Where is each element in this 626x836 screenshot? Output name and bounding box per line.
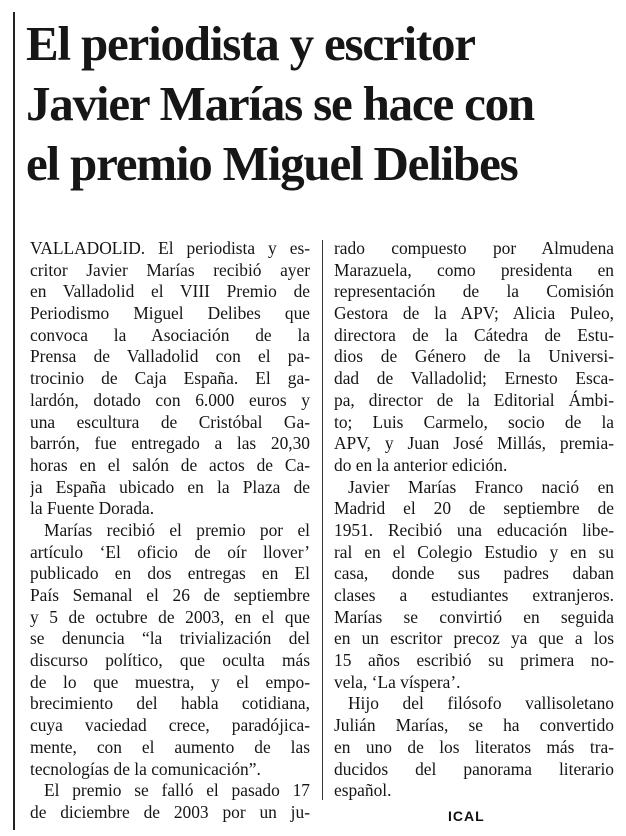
body-text-line: 1951. Recibió una educación libe- [334, 519, 614, 540]
body-text-line: directora de la Cátedra de Estu- [334, 324, 614, 345]
body-text-line: El premio se falló el pasado 17 [44, 780, 310, 801]
article-headline [26, 14, 616, 194]
body-text-line: ducidos del panorama literario [334, 758, 614, 779]
body-text-line: pa, director de la Editorial Ámbi- [334, 389, 614, 410]
body-text-line: dios de Género de la Universi- [334, 346, 614, 367]
body-text-line: de diciembre de 2003 por un ju- [30, 801, 310, 822]
body-text-line: Hijo del filósofo vallisoletano [348, 693, 614, 714]
body-text-line: trocinio de Caja España. El ga- [30, 368, 310, 389]
body-text-line: Madrid el 20 de septiembre de [334, 498, 614, 519]
body-text-line: brecimiento del habla cotidiana, [30, 693, 310, 714]
headline-line: el premio Miguel Delibes [26, 136, 518, 191]
body-text-line: vela, ‘La víspera’. [334, 671, 461, 692]
byline-agency: ICAL [448, 808, 485, 824]
body-text-line: en un escritor precoz ya que a los [334, 628, 614, 649]
body-text-line: barrón, fue entregado a las 20,30 [30, 433, 310, 454]
body-text-line: Gestora de la APV; Alicia Puleo, [334, 303, 614, 324]
body-text-line: Marazuela, como presidenta en [334, 259, 614, 280]
body-text-line: 15 años escribió su primera no- [334, 650, 614, 671]
body-text-line: Periodismo Miguel Delibes que [30, 303, 310, 324]
body-text-line: convoca la Asociación de la [30, 324, 310, 345]
body-text-line: la Fuente Dorada. [30, 498, 155, 519]
body-text-line: Javier Marías Franco nació en [348, 476, 614, 497]
body-text-line: en uno de los literatos más tra- [334, 736, 614, 757]
body-text-line: Marías recibió el premio por el [44, 519, 310, 540]
body-text-line: artículo ‘El oficio de oír llover’ [30, 541, 310, 562]
article-body-left-column [30, 238, 310, 824]
body-text-line: tecnologías de la comunicación”. [30, 758, 261, 779]
body-text-line: Julián Marías, se ha convertido [334, 715, 614, 736]
column-divider [322, 240, 323, 800]
body-text-line: de lo que muestra, y el empo- [30, 671, 310, 692]
headline-line: El periodista y escritor [26, 16, 475, 71]
body-text-line: do en la anterior edición. [334, 454, 508, 475]
body-text-line: y 5 de octubre de 2003, en el que [30, 606, 310, 627]
body-text-line: to; Luis Carmelo, socio de la [334, 411, 614, 432]
body-text-line: rado compuesto por Almudena [334, 238, 614, 258]
body-text-line: critor Javier Marías recibió ayer [30, 259, 310, 280]
body-text-line: discurso político, que oculta más [30, 650, 310, 671]
body-text-line: APV, y Juan José Millás, premia- [334, 433, 614, 454]
body-text-line: ral en el Colegio Estudio y en su [334, 541, 614, 562]
body-text-line: cuya vaciedad crece, paradójica- [30, 715, 310, 736]
left-column-rule [13, 12, 15, 830]
article-body-right-column [334, 238, 614, 802]
body-text-line: casa, donde sus padres daban [334, 563, 614, 584]
body-text-line: Prensa de Valladolid con el pa- [30, 346, 310, 367]
body-text-line: en Valladolid el VIII Premio de [30, 281, 310, 302]
body-text-line: clases a estudiantes extranjeros. [334, 585, 614, 605]
body-text-line: País Semanal el 26 de septiembre [30, 585, 310, 605]
body-text-line: una escultura de Cristóbal Ga- [30, 411, 310, 432]
body-text-line: publicado en dos entregas en El [30, 563, 310, 584]
headline-line: Javier Marías se hace con [26, 76, 534, 131]
body-text-line: VALLADOLID. El periodista y es- [30, 238, 310, 258]
body-text-line: se denuncia “la trivialización del [30, 628, 310, 649]
body-text-line: horas en el salón de actos de Ca- [30, 454, 310, 475]
body-text-line: mente, con el aumento de las [30, 736, 310, 757]
body-text-line: representación de la Comisión [334, 281, 614, 302]
body-text-line: español. [334, 780, 392, 801]
body-text-line: lardón, dotado con 6.000 euros y [30, 389, 310, 410]
body-text-line: dad de Valladolid; Ernesto Esca- [334, 368, 614, 389]
body-text-line: ja España ubicado en la Plaza de [30, 476, 310, 497]
body-text-line: Marías se convirtió en seguida [334, 606, 614, 627]
